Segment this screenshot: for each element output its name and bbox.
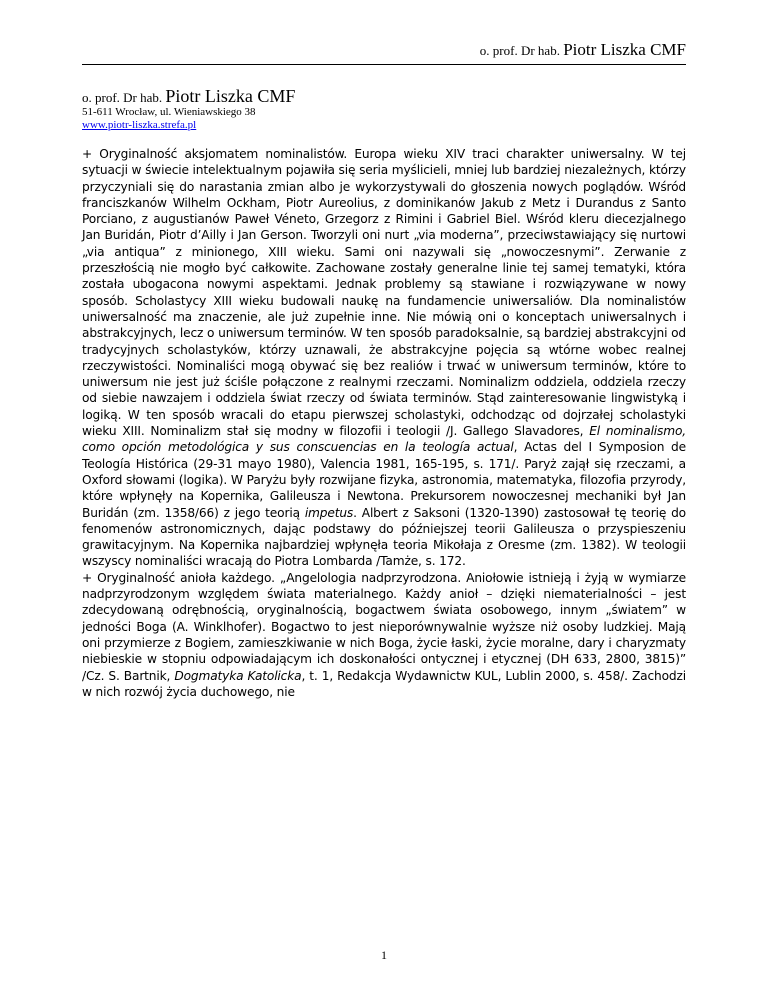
- website-link[interactable]: www.piotr-liszka.strefa.pl: [82, 119, 197, 131]
- text-run: , t. 1, Redakcja Wydawnictw KUL, Lublin 2000, s. 458/. Zachodzi w nich rozwój życia duchowego, nie: [82, 668, 686, 699]
- author-address: 51-611 Wrocław, ul. Wieniawskiego 38: [82, 106, 256, 118]
- running-header: [480, 40, 686, 60]
- text-run: + Oryginalność anioła każdego. „Angelologia nadprzyrodzona. Aniołowie istnieją i żyją w wymiarze nadprzyrodzonym względem świata materialnego. Każdy anioł – dzięki niematerialności – jest zdecydowaną odrębnością, oryginalnością, bogactwem świata osobowego, innym „światem” w jedności Boga (A. Winklhofer). Bogactwo to jest nieporównywalnie wyższe niż osoby ludzkiej. Mają oni przymierze z Bogiem, zamieszkiwanie w nich Boga, życie łaski, życie moralne, dary i charyzmaty niebieskie w stopniu odpowiadającym ich doskonałości ontycznej i etycznej (DH 633, 2800, 3815)” /Cz. S. Bartnik,: [82, 570, 686, 683]
- author-line: [82, 86, 295, 107]
- header-prefix: o. prof. Dr hab.: [479, 43, 560, 58]
- text-run: . Albert z Saksoni (1320-1390) zastosował tę teorię do fenomenów astronomicznych, dając podstawy do późniejszej teorii Galileusza o przyspieszeniu grawitacyjnym. Na Kopernika najbardziej wpłynęła teoria Mikołaja z Oresme (zm. 1382). W teologii wszyscy nominaliści wracają do Piotra Lombarda /Tamże, s. 172.: [82, 505, 686, 569]
- page-number: 1: [381, 948, 387, 962]
- body-text: [82, 146, 686, 700]
- paragraph: [82, 570, 686, 700]
- author-prefix: o. prof. Dr hab.: [82, 90, 163, 105]
- author-name: Piotr Liszka CMF: [165, 86, 296, 106]
- paragraph: [82, 146, 686, 570]
- text-run: + Oryginalność aksjomatem nominalistów. Europa wieku XIV traci charakter uniwersalny. W tej sytuacji w świecie intelektualnym pojawiła się seria myślicieli, mniej lub bardziej niezależnych, którzy przyczyniali się do narastania zmian albo je wykorzystywali do głoszenia nowych poglądów. Wśród franciszkanów Wilhelm Ockham, Piotr Aureolius, z dominikanów Jakub z Metz i Durandus z Santo Porciano, z augustianów Paweł Véneto, Grzegorz z Rimini i Gabriel Biel. Wśród kleru diecezjalnego Jan Buridán, Piotr d’Ailly i Jan Gerson. Tworzyli oni nurt „via moderna”, przeciwstawiający się nurtowi „via antiqua” z minionego, XIII wieku. Sami oni nazywali się „nowoczesnymi”. Zerwanie z przeszłością nie mogło być całkowite. Zachowane zostały generalne linie tej samej tematyki, która została ubogacona nowymi aspektami. Jednak problemy są stawiane i rozwiązywane w nowy sposób. Scholastycy XIII wieku budowali naukę na fundamencie uniwersaliów. Dla nominalistów uniwersalność ma znaczenie, ale już zupełnie inne. Nie mówią oni o konceptach uniwersalnych i abstrakcyjnych, lecz o uniwersum terminów. W ten sposób paradoksalnie, są bardziej abstrakcyjni od tradycyjnych scholastyków, którzy uznawali, że abstrakcyjne pojęcia są wtórne wobec realnej rzeczywistości. Nominaliści mogą obywać się bez realiów i trwać w uniwersum terminów, które to uniwersum nie jest już ściśle połączone z realnymi rzeczami. Nominalizm oddziela, oddziela rzeczy od siebie nawzajem i oddziela świat rzeczy od świata terminów. Stąd zainteresowanie lingwistyką i logiką. W ten sposób wracali do etapu pierwszej scholastyki, odchodząc od dojrzałej scholastyki wieku XIII. Nominalizm stał się modny w filozofii i teologii /J. Gallego Slavadores,: [82, 147, 686, 439]
- italic-term: impetus: [304, 505, 354, 520]
- italic-title: El nominalismo, como opción metodológica y sus conscuencias en la teología actual: [82, 424, 686, 455]
- header-divider: [82, 64, 686, 65]
- italic-title: Dogmatyka Katolicka: [174, 668, 302, 683]
- text-run: , Actas del I Symposion de Teología Histórica (29-31 mayo 1980), Valencia 1981, 165-195, s. 171/. Paryż zajął się rzeczami, a Oxford słowami (logika). W Paryżu były rozwijane fizyka, astronomia, matematyka, filozofia przyrody, które wpłynęły na Kopernika, Galileusza i Newtona. Prekursorem nowoczesnej mechaniki był Jan Buridán (zm. 1358/66) z jego teorią: [82, 440, 686, 520]
- header-name: Piotr Liszka CMF: [563, 40, 686, 59]
